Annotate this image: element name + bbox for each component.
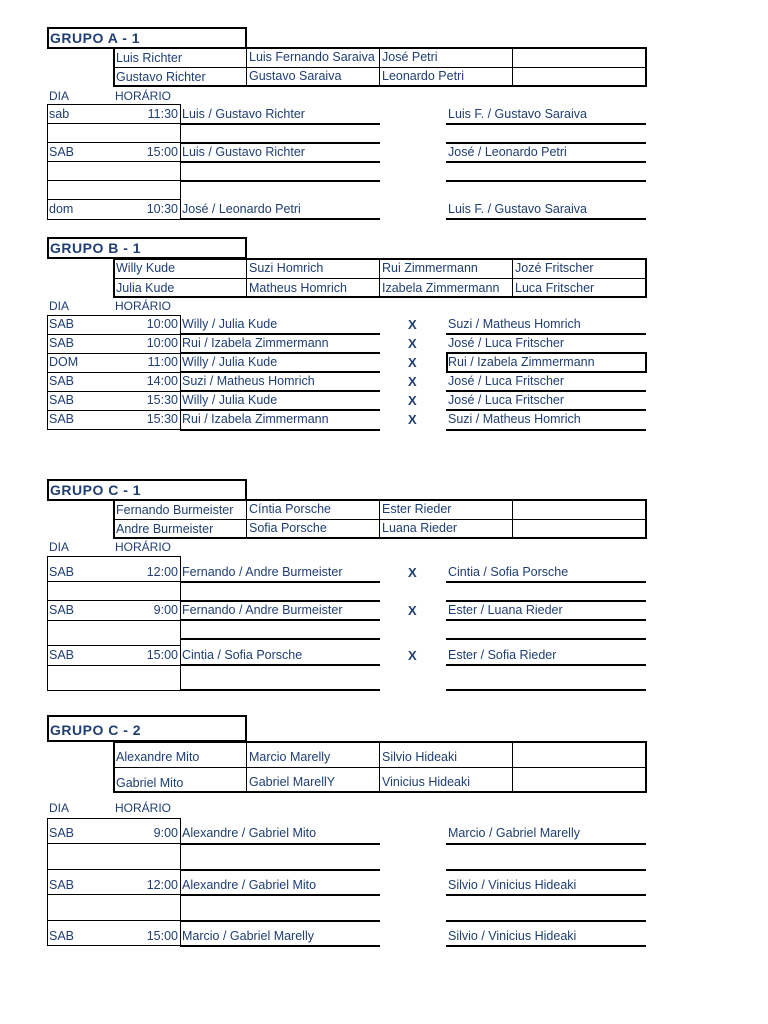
versus-mark: X [408, 412, 417, 427]
match-time: 15:00 [146, 145, 178, 159]
team-cell: Alexandre Mito [116, 750, 200, 764]
team-cell: Suzi Homrich [249, 261, 324, 275]
team-cell: Luis Richter [116, 51, 182, 65]
match-day: SAB [49, 317, 75, 331]
dia-label: DIA [49, 540, 70, 554]
match-day: SAB [49, 878, 75, 892]
match-day: SAB [49, 603, 75, 617]
versus-mark: X [408, 374, 417, 389]
match-home: Rui / Izabela Zimmermann [182, 412, 329, 426]
versus-mark: X [408, 565, 417, 580]
group-title: GRUPO C - 1 [50, 482, 142, 498]
match-day: SAB [49, 929, 75, 943]
horario-label: HORÁRIO [115, 540, 172, 554]
group-title: GRUPO B - 1 [50, 240, 142, 256]
match-day: SAB [49, 826, 75, 840]
match-time: 15:00 [146, 648, 178, 662]
match-day: SAB [49, 648, 75, 662]
match-away: Marcio / Gabriel Marelly [448, 826, 580, 840]
match-time: 12:00 [146, 565, 178, 579]
team-cell: Julia Kude [116, 281, 175, 295]
match-home: Luis / Gustavo Richter [182, 107, 305, 121]
team-cell: José Petri [382, 50, 438, 64]
match-day: SAB [49, 565, 75, 579]
match-time: 15:30 [146, 412, 178, 426]
match-away: Rui / Izabela Zimmermann [448, 355, 595, 369]
match-away: Suzi / Matheus Homrich [448, 412, 581, 426]
match-time: 10:00 [146, 317, 178, 331]
team-cell: Gustavo Richter [116, 70, 206, 84]
team-cell: Ester Rieder [382, 502, 452, 516]
horario-label: HORÁRIO [115, 299, 172, 313]
versus-mark: X [408, 603, 417, 618]
match-away: Cintia / Sofia Porsche [448, 565, 569, 579]
versus-mark: X [408, 317, 417, 332]
match-time: 14:00 [146, 374, 178, 388]
match-day: SAB [49, 412, 75, 426]
team-cell: Gustavo Saraiva [249, 69, 342, 83]
match-home: Suzi / Matheus Homrich [182, 374, 315, 388]
team-cell: Fernando Burmeister [116, 503, 234, 517]
match-home: Willy / Julia Kude [182, 317, 278, 331]
match-home: Luis / Gustavo Richter [182, 145, 305, 159]
team-cell: Silvio Hideaki [382, 750, 458, 764]
team-cell: Matheus Homrich [249, 281, 347, 295]
dia-label: DIA [49, 299, 70, 313]
match-away: Silvio / Vinicius Hideaki [448, 878, 577, 892]
match-day: sab [49, 107, 70, 121]
match-day: DOM [49, 355, 79, 369]
match-away: José / Luca Fritscher [448, 336, 565, 350]
team-cell: Cíntia Porsche [249, 502, 331, 516]
match-away: Suzi / Matheus Homrich [448, 317, 581, 331]
match-time: 15:30 [146, 393, 178, 407]
versus-mark: X [408, 355, 417, 370]
team-cell: Sofia Porsche [249, 521, 327, 535]
match-day: SAB [49, 336, 75, 350]
team-cell: Jozé Fritscher [515, 261, 594, 275]
match-away: José / Leonardo Petri [448, 145, 567, 159]
horario-label: HORÁRIO [115, 89, 172, 103]
team-cell: Leonardo Petri [382, 69, 465, 83]
match-time: 9:00 [153, 603, 178, 617]
group-title: GRUPO C - 2 [50, 722, 142, 738]
match-home: Willy / Julia Kude [182, 393, 278, 407]
team-cell: Rui Zimmermann [382, 261, 478, 275]
match-away: Ester / Sofia Rieder [448, 648, 557, 662]
team-cell: Willy Kude [116, 261, 176, 275]
team-cell: Izabela Zimmermann [382, 281, 500, 295]
match-away: Ester / Luana Rieder [448, 603, 563, 617]
team-cell: Vinicius Hideaki [382, 775, 471, 789]
match-day: SAB [49, 145, 75, 159]
horario-label: HORÁRIO [115, 801, 172, 815]
match-day: SAB [49, 393, 75, 407]
match-away: José / Luca Fritscher [448, 393, 565, 407]
match-home: Fernando / Andre Burmeister [182, 603, 343, 617]
match-day: SAB [49, 374, 75, 388]
team-cell: Gabriel Mito [116, 776, 184, 790]
match-day: dom [49, 202, 74, 216]
match-home: Alexandre / Gabriel Mito [182, 826, 317, 840]
match-home: Fernando / Andre Burmeister [182, 565, 343, 579]
match-home: Marcio / Gabriel Marelly [182, 929, 314, 943]
team-cell: Luca Fritscher [515, 281, 595, 295]
versus-mark: X [408, 336, 417, 351]
match-home: José / Leonardo Petri [182, 202, 301, 216]
match-time: 11:00 [147, 355, 178, 369]
match-away: Silvio / Vinicius Hideaki [448, 929, 577, 943]
match-home: Alexandre / Gabriel Mito [182, 878, 317, 892]
team-cell: Luis Fernando Saraiva [249, 50, 375, 64]
match-home: Rui / Izabela Zimmermann [182, 336, 329, 350]
team-cell: Andre Burmeister [116, 522, 214, 536]
match-time: 10:30 [146, 202, 178, 216]
match-home: Cintia / Sofia Porsche [182, 648, 303, 662]
dia-label: DIA [49, 801, 70, 815]
match-home: Willy / Julia Kude [182, 355, 278, 369]
team-cell: Marcio Marelly [249, 750, 331, 764]
match-away: Luis F. / Gustavo Saraiva [448, 107, 587, 121]
match-time: 9:00 [153, 826, 178, 840]
match-time: 10:00 [146, 336, 178, 350]
match-away: Luis F. / Gustavo Saraiva [448, 202, 587, 216]
dia-label: DIA [49, 89, 70, 103]
match-time: 12:00 [146, 878, 178, 892]
versus-mark: X [408, 393, 417, 408]
match-time: 11:30 [147, 107, 178, 121]
versus-mark: X [408, 648, 417, 663]
group-title: GRUPO A - 1 [50, 30, 141, 46]
team-cell: Luana Rieder [382, 521, 458, 535]
match-time: 15:00 [146, 929, 178, 943]
team-cell: Gabriel MarellY [249, 775, 336, 789]
match-away: José / Luca Fritscher [448, 374, 565, 388]
